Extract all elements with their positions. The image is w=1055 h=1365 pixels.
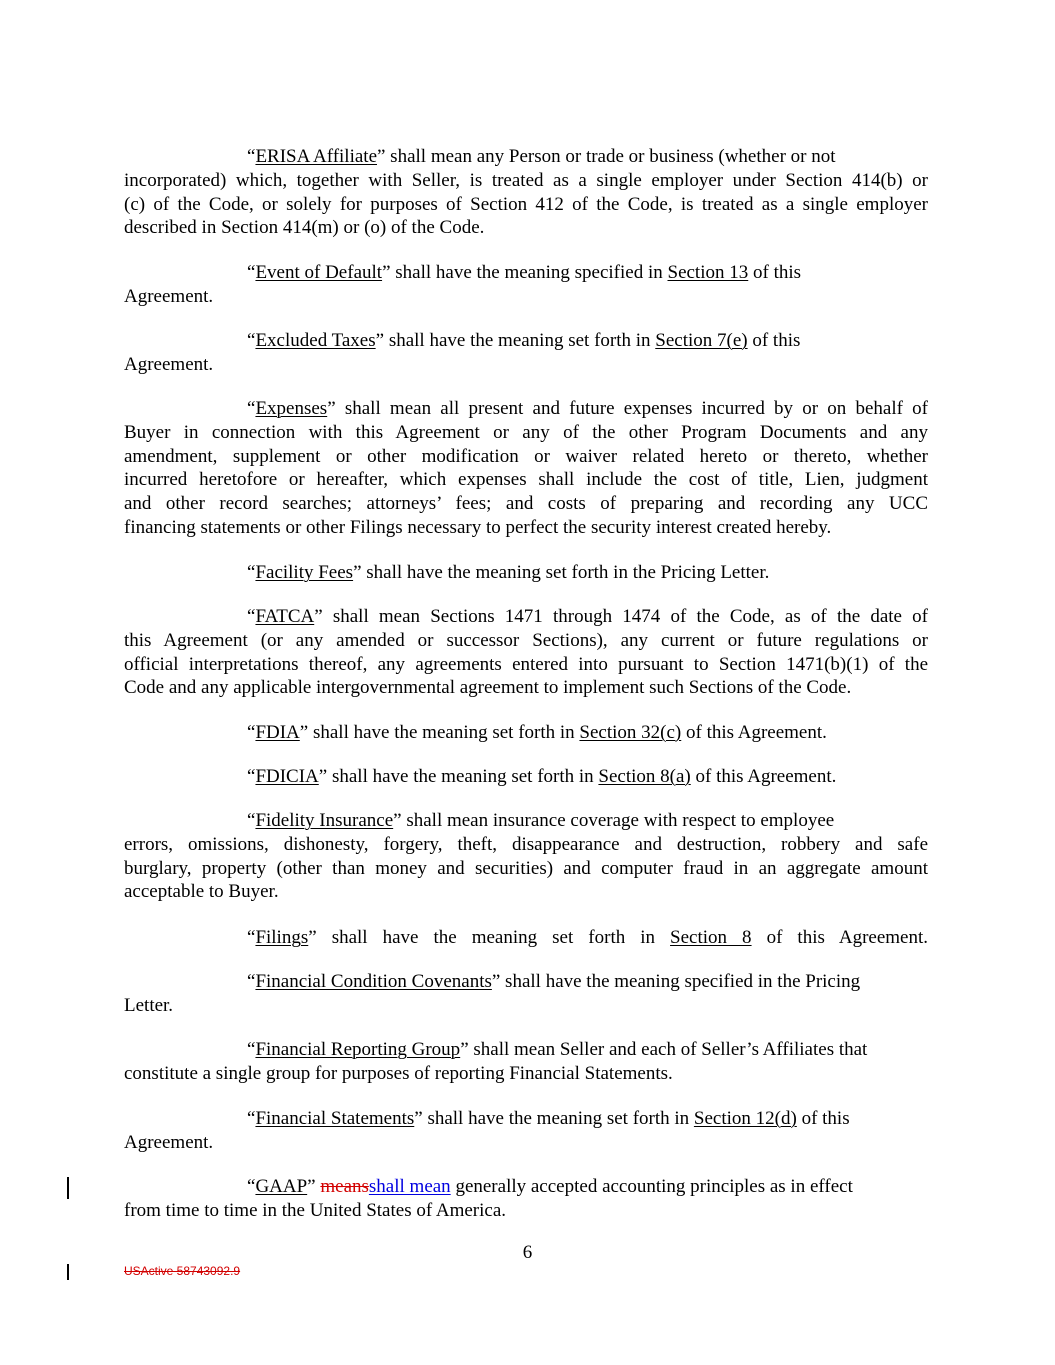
definition-line: constitute a single group for purposes of reporting Financial Statements. — [124, 1062, 673, 1084]
definition-erisa-affiliate — [124, 145, 928, 240]
open-quote: “ — [247, 330, 256, 351]
defined-term: ERISA Affiliate — [255, 146, 377, 167]
definition-line: incorporated) which, together with Seller, is treated as a single employer under Section 414(b) or — [124, 169, 928, 191]
definition-financial-statements — [124, 1107, 928, 1155]
definition-text: ” shall have the meaning set forth in — [318, 766, 599, 787]
definition-line: this Agreement (or any amended or successor Sections), any current or future regulations or — [124, 629, 928, 651]
defined-term: FATCA — [255, 606, 315, 627]
definition-text: ” shall have the meaning specified in the Pricing — [491, 971, 861, 992]
defined-term: FDIA — [255, 722, 300, 743]
definition-text: ” shall mean any Person or trade or business (whether or not — [377, 146, 836, 167]
definition-line: Agreement. — [124, 353, 214, 375]
definition-expenses — [124, 397, 928, 540]
definition-text: ” shall mean Seller and each of Seller’s Affiliates that — [460, 1039, 868, 1060]
section-reference: Section 8(a) — [598, 766, 691, 787]
definition-facility-fees — [124, 561, 928, 585]
definition-event-of-default — [124, 261, 928, 309]
definition-text: of this Agreement. — [751, 927, 929, 948]
definition-text: of this Agreement. — [681, 722, 827, 743]
defined-term: FDICIA — [255, 766, 319, 787]
definition-fatca — [124, 605, 928, 700]
definition-text: of this Agreement. — [690, 766, 837, 787]
definition-filings — [124, 926, 928, 950]
change-bar — [67, 1264, 69, 1280]
definition-line: official interpretations thereof, any agreements entered into pursuant to Section 1471(b)(1) of the — [124, 653, 928, 675]
defined-term: Event of Default — [255, 262, 383, 283]
open-quote: “ — [247, 262, 256, 283]
document-id: USActive 58743092.9 — [124, 1264, 241, 1278]
defined-term: GAAP — [255, 1176, 308, 1197]
defined-term: Facility Fees — [255, 562, 354, 583]
definition-excluded-taxes — [124, 329, 928, 377]
open-quote: “ — [247, 722, 256, 743]
open-quote: “ — [247, 606, 256, 627]
section-reference: Section 13 — [667, 262, 749, 283]
definition-line: from time to time in the United States of America. — [124, 1199, 507, 1221]
definition-text: ” shall mean Sections 1471 through 1474 of the Code, as of the date of — [314, 606, 928, 627]
definition-text: ” shall have the meaning set forth in the Pricing Letter. — [353, 562, 770, 583]
definition-line: amendment, supplement or other modification or waiver related hereto or thereto, whether — [124, 445, 928, 467]
section-reference: Section 7(e) — [655, 330, 748, 351]
open-quote: “ — [247, 562, 256, 583]
defined-term: Filings — [255, 927, 309, 948]
section-reference: Section 12(d) — [693, 1108, 797, 1129]
section-reference: Section 8 — [670, 927, 752, 948]
definition-line: Agreement. — [124, 285, 214, 307]
definition-line: Agreement. — [124, 1131, 214, 1153]
definition-fidelity-insurance — [124, 809, 928, 904]
definition-fdia — [124, 721, 928, 745]
inserted-text: shall mean — [368, 1176, 451, 1197]
definition-text: ” shall have the meaning specified in — [382, 262, 668, 283]
page-number: 6 — [522, 1242, 533, 1263]
definition-text: ” shall have the meaning set forth in — [308, 927, 671, 948]
definition-text: ” shall have the meaning set forth in — [414, 1108, 694, 1129]
definition-line: described in Section 414(m) or (o) of the Code. — [124, 217, 485, 239]
definition-line: errors, omissions, dishonesty, forgery, theft, disappearance and destruction, robbery and safe — [124, 833, 928, 855]
definition-line: incurred heretofore or hereafter, which expenses shall include the cost of title, Lien, judgment — [124, 469, 928, 491]
open-quote: “ — [247, 766, 256, 787]
definition-text: of this — [796, 1108, 850, 1129]
definition-text: ” shall mean all present and future expenses incurred by or on behalf of — [327, 398, 928, 419]
definition-fdicia — [124, 765, 928, 789]
section-reference: Section 32(c) — [579, 722, 682, 743]
defined-term: Expenses — [255, 398, 328, 419]
definition-line: Buyer in connection with this Agreement or any of the other Program Documents and any — [124, 421, 928, 443]
definition-line: financing statements or other Filings necessary to perfect the security interest created hereby. — [124, 516, 832, 538]
open-quote: “ — [247, 1039, 256, 1060]
definition-text: of this — [747, 330, 801, 351]
definition-text: ” shall have the meaning set forth in — [299, 722, 580, 743]
open-quote: “ — [247, 810, 256, 831]
open-quote: “ — [247, 146, 256, 167]
close-quote: ” — [307, 1176, 321, 1197]
defined-term: Excluded Taxes — [255, 330, 376, 351]
open-quote: “ — [247, 971, 256, 992]
definition-line: Letter. — [124, 994, 174, 1016]
definition-text: of this — [748, 262, 802, 283]
open-quote: “ — [247, 927, 256, 948]
definition-financial-reporting-group — [124, 1038, 928, 1086]
defined-term: Financial Statements — [255, 1108, 415, 1129]
open-quote: “ — [247, 398, 256, 419]
definition-line: burglary, property (other than money and securities) and computer fraud in an aggregate amount — [124, 857, 928, 879]
defined-term: Financial Reporting Group — [255, 1039, 461, 1060]
definition-text: ” shall have the meaning set forth in — [375, 330, 656, 351]
definition-line: and other record searches; attorneys’ fees; and costs of preparing and recording any UCC — [124, 493, 928, 515]
definition-financial-condition-covenants — [124, 970, 928, 1018]
defined-term: Financial Condition Covenants — [255, 971, 492, 992]
definition-line: (c) of the Code, or solely for purposes of Section 412 of the Code, is treated as a single employer — [124, 193, 928, 215]
open-quote: “ — [247, 1108, 256, 1129]
open-quote: “ — [247, 1176, 256, 1197]
change-bar — [67, 1177, 69, 1199]
definition-line: acceptable to Buyer. — [124, 881, 279, 903]
definition-line: Code and any applicable intergovernmental agreement to implement such Sections of the Code. — [124, 677, 852, 699]
definition-text: generally accepted accounting principles as in effect — [450, 1176, 853, 1197]
definition-text: ” shall mean insurance coverage with respect to employee — [393, 810, 835, 831]
definition-gaap — [124, 1175, 928, 1223]
defined-term: Fidelity Insurance — [255, 810, 394, 831]
deleted-text: means — [320, 1176, 369, 1197]
